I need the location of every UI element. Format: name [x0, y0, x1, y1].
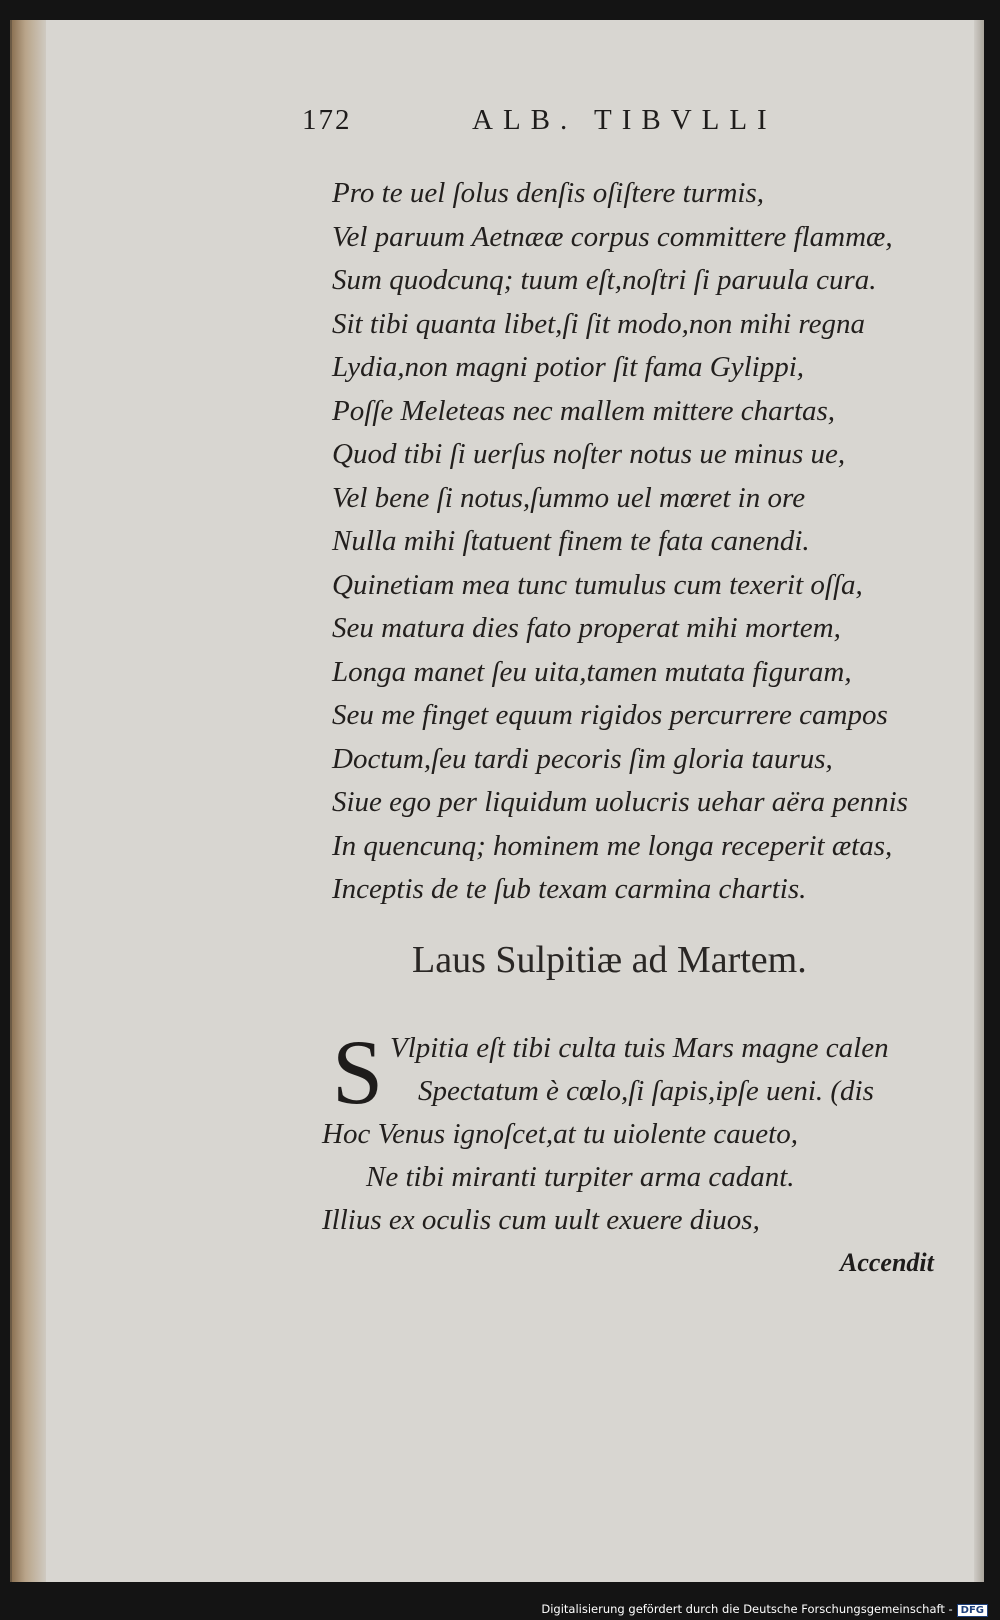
verse-line: Vel bene ſi notus,ſummo uel mœret in ore — [332, 481, 806, 514]
catchword: Accendit — [840, 1248, 934, 1277]
running-title: ALB. TIBVLLI — [472, 104, 777, 136]
page-outer-edge — [974, 20, 984, 1582]
poem-text-block — [332, 172, 952, 912]
verse-line: Quod tibi ſi uerſus noſter notus ue minus ue, — [332, 438, 846, 470]
verse-line: Lydia,non magni potior ſit fama Gylippi, — [332, 351, 805, 383]
page-header — [302, 104, 802, 144]
verse-line: Vlpitia eſt tibi culta tuis Mars magne calen — [390, 1032, 889, 1064]
drop-capital: S — [332, 1021, 384, 1123]
verse-line: Seu matura dies fato properat mihi mortem, — [332, 612, 841, 644]
verse-line: Longa manet ſeu uita,tamen mutata figuram, — [332, 655, 852, 688]
verse-line: Siue ego per liquidum uolucris uehar aëra pennis — [332, 786, 908, 818]
verse-line: In quencunq; hominem me longa receperit ætas, — [332, 829, 893, 862]
verse-line: Pro te uel ſolus denſis oſiſtere turmis, — [332, 177, 765, 209]
section-title: Laus Sulpitiæ ad Martem. — [412, 939, 807, 981]
verse-line: Sum quodcunq; tuum eſt,noſtri ſi paruula cura. — [332, 264, 877, 296]
verse-line: Inceptis de te ſub texam carmina chartis. — [332, 873, 807, 905]
verse-line: Ne tibi miranti turpiter arma cadant. — [366, 1161, 795, 1193]
verse-line: Vel paruum Aetnææ corpus committere flammæ, — [332, 220, 893, 253]
dfg-logo: DFG — [957, 1604, 988, 1617]
digitization-credit — [541, 1602, 988, 1617]
page-number: 172 — [302, 104, 352, 136]
book-page — [10, 20, 984, 1582]
verse-line: Poſſe Meleteas nec mallem mittere chartas, — [332, 394, 836, 427]
verse-line: Illius ex oculis cum uult exuere diuos, — [322, 1204, 760, 1236]
verse-line: Nulla mihi ſtatuent finem te fata canendi. — [332, 525, 810, 557]
verse-line: Doctum,ſeu tardi pecoris ſim gloria taurus, — [332, 742, 833, 775]
verse-line: Hoc Venus ignoſcet,at tu uiolente caueto, — [322, 1118, 798, 1150]
credit-text: Digitalisierung gefördert durch die Deutsche Forschungsgemeinschaft - — [541, 1602, 953, 1616]
verse-line: Seu me finget equum rigidos percurrere campos — [332, 699, 888, 731]
verse-line: Quinetiam mea tunc tumulus cum texerit oſſa, — [332, 568, 863, 601]
page-gutter-edge — [12, 20, 46, 1582]
verse-line: Spectatum è cœlo,ſi ſapis,ipſe ueni. (dis — [418, 1075, 874, 1107]
verse-line: Sit tibi quanta libet,ſi ſit modo,non mihi regna — [332, 307, 866, 340]
